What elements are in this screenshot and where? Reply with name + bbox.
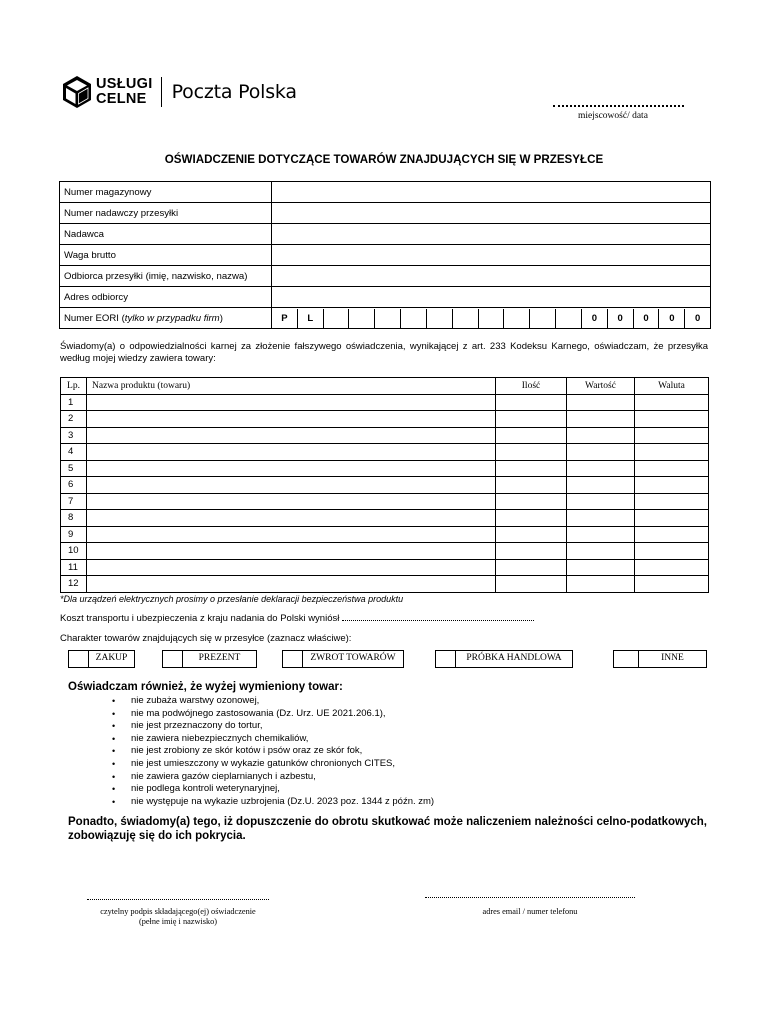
footnote: *Dla urządzeń elektrycznych prosimy o przesłanie deklaracji bezpieczeństwa produktu [60, 594, 404, 604]
category-checkbox[interactable] [69, 651, 89, 667]
category-checkbox[interactable] [436, 651, 456, 667]
product-name-cell[interactable] [87, 526, 496, 543]
currency-cell[interactable] [635, 460, 709, 477]
value-cell[interactable] [567, 460, 635, 477]
list-item: • nie zawiera gazów cieplarnianych i azbestu, [112, 771, 434, 784]
currency-cell[interactable] [635, 493, 709, 510]
header-qty: Ilość [496, 378, 567, 395]
product-name-cell[interactable] [87, 427, 496, 444]
currency-cell[interactable] [635, 543, 709, 560]
product-name-cell[interactable] [87, 411, 496, 428]
value-cell[interactable] [567, 526, 635, 543]
currency-cell[interactable] [635, 411, 709, 428]
currency-cell[interactable] [635, 477, 709, 494]
quantity-cell[interactable] [496, 576, 567, 593]
final-statement: Ponadto, świadomy(a) tego, iż dopuszczenie do obrotu skutkować może naliczeniem należności celno-podatkowych, zobowiązuję się do ich pokrycia. [68, 816, 707, 842]
products-header-row [61, 378, 709, 395]
row-number: 5 [61, 460, 87, 477]
eori-digit-cell[interactable] [452, 309, 478, 328]
value-cell[interactable] [567, 543, 635, 560]
eori-digit-cell[interactable]: P [281, 312, 288, 324]
row-number: 12 [61, 576, 87, 593]
character-label: Charakter towarów znajdujących się w przesyłce (zaznacz właściwe): [60, 633, 352, 644]
row-number: 8 [61, 510, 87, 527]
eori-row [60, 308, 711, 329]
info-label: Odbiorca przesyłki (imię, nazwisko, nazwa) [60, 266, 272, 287]
table-row [61, 526, 709, 543]
list-item: • nie zubaża warstwy ozonowej, [112, 695, 434, 708]
eori-digit-cell[interactable] [555, 309, 581, 328]
currency-cell[interactable] [635, 444, 709, 461]
list-item: • nie jest umieszczony w wykazie gatunków chronionych CITES, [112, 758, 434, 771]
table-row [61, 427, 709, 444]
eori-digit-cell[interactable]: L [297, 309, 323, 328]
cube-logo-icon [62, 75, 92, 109]
brand-mark [96, 77, 153, 107]
eori-digit-cell[interactable]: 0 [633, 309, 659, 328]
product-name-cell[interactable] [87, 394, 496, 411]
value-cell[interactable] [567, 477, 635, 494]
header-lp: Lp. [61, 378, 87, 395]
value-cell[interactable] [567, 427, 635, 444]
contact-field-line[interactable] [425, 894, 635, 898]
list-item: • nie podlega kontroli weterynaryjnej, [112, 783, 434, 796]
eori-digit-cell[interactable] [529, 309, 555, 328]
transport-cost-line [60, 613, 534, 624]
brand-name: Poczta Polska [171, 81, 297, 103]
info-value-field[interactable] [272, 266, 711, 287]
declaration-text: Świadomy(a) o odpowiedzialności karnej za złożenie fałszywego oświadczenia, wynikającej z art. 233 Kodeksu Karnego, oświadczam, że przesyłka według mojej wiedzy zawiera towary: [60, 341, 708, 364]
table-row [61, 394, 709, 411]
eori-digit-cell[interactable]: 0 [684, 309, 710, 328]
info-row [60, 224, 711, 245]
transport-cost-field[interactable] [342, 615, 534, 621]
date-field-line[interactable] [553, 101, 684, 107]
info-row [60, 203, 711, 224]
quantity-cell[interactable] [496, 543, 567, 560]
category-probka-handlowa[interactable]: PRÓBKA HANDLOWA [435, 650, 573, 668]
poczta-polska-logo [62, 74, 297, 110]
info-row [60, 266, 711, 287]
quantity-cell[interactable] [496, 510, 567, 527]
list-item: • nie jest zrobiony ze skór kotów i psów oraz ze skór fok, [112, 745, 434, 758]
currency-cell[interactable] [635, 576, 709, 593]
category-checkbox[interactable] [163, 651, 183, 667]
quantity-cell[interactable] [496, 493, 567, 510]
product-name-cell[interactable] [87, 477, 496, 494]
quantity-cell[interactable] [496, 526, 567, 543]
quantity-cell[interactable] [496, 411, 567, 428]
product-name-cell[interactable] [87, 543, 496, 560]
product-name-cell[interactable] [87, 444, 496, 461]
transport-label: Koszt transportu i ubezpieczenia z kraju nadania do Polski wyniósł [60, 613, 340, 624]
category-checkbox[interactable] [614, 651, 639, 667]
table-row [61, 460, 709, 477]
signature-label: czytelny podpis składającego(ej) oświadczenie (pełne imię i nazwisko) [100, 907, 256, 926]
table-row [61, 559, 709, 576]
quantity-cell[interactable] [496, 394, 567, 411]
info-label: Numer nadawczy przesyłki [60, 203, 272, 224]
info-label: Numer magazynowy [60, 182, 272, 203]
eori-digit-cell[interactable] [503, 309, 529, 328]
eori-digit-cell[interactable] [348, 309, 374, 328]
info-value-field[interactable] [272, 182, 711, 203]
signature-field-line[interactable] [87, 896, 269, 900]
eori-digit-cell[interactable] [323, 309, 349, 328]
table-row [61, 477, 709, 494]
table-row [61, 444, 709, 461]
table-row [61, 510, 709, 527]
table-row [61, 411, 709, 428]
list-item: • nie występuje na wykazie uzbrojenia (Dz.U. 2023 poz. 1344 z późn. zm) [112, 796, 434, 809]
value-cell[interactable] [567, 394, 635, 411]
header-currency: Waluta [635, 378, 709, 395]
value-cell[interactable] [567, 493, 635, 510]
eori-digit-cell[interactable]: 0 [658, 309, 684, 328]
date-label: miejscowość/ data [578, 111, 648, 121]
category-checkbox[interactable] [283, 651, 303, 667]
table-row [61, 493, 709, 510]
table-row [61, 576, 709, 593]
eori-digit-cell[interactable] [400, 309, 426, 328]
row-number: 4 [61, 444, 87, 461]
info-value-field[interactable] [272, 224, 711, 245]
info-label: Waga brutto [60, 245, 272, 266]
list-item: • nie ma podwójnego zastosowania (Dz. Urz. UE 2021.206.1), [112, 708, 434, 721]
also-list [112, 695, 434, 808]
row-number: 2 [61, 411, 87, 428]
currency-cell[interactable] [635, 394, 709, 411]
document-title: OŚWIADCZENIE DOTYCZĄCE TOWARÓW ZNAJDUJĄCYCH SIĘ W PRZESYŁCE [164, 153, 604, 166]
row-number: 9 [61, 526, 87, 543]
row-number: 10 [61, 543, 87, 560]
row-number: 3 [61, 427, 87, 444]
eori-cells [272, 308, 711, 329]
product-name-cell[interactable] [87, 493, 496, 510]
product-name-cell[interactable] [87, 510, 496, 527]
category-inne[interactable]: INNE [613, 650, 707, 668]
quantity-cell[interactable] [496, 559, 567, 576]
brand-line-1: USŁUGI [96, 76, 153, 92]
eori-digit-cell[interactable] [374, 309, 400, 328]
quantity-cell[interactable] [496, 444, 567, 461]
value-cell[interactable] [567, 411, 635, 428]
value-cell[interactable] [567, 444, 635, 461]
brand-line-2: CELNE [96, 91, 147, 107]
logo-divider [161, 77, 162, 107]
info-value-field[interactable] [272, 287, 711, 308]
info-value-field[interactable] [272, 203, 711, 224]
currency-cell[interactable] [635, 526, 709, 543]
row-number: 11 [61, 559, 87, 576]
list-item: • nie jest przeznaczony do tortur, [112, 720, 434, 733]
info-row [60, 287, 711, 308]
currency-cell[interactable] [635, 427, 709, 444]
product-name-cell[interactable] [87, 576, 496, 593]
product-name-cell[interactable] [87, 559, 496, 576]
header-name: Nazwa produktu (towaru) [87, 378, 496, 395]
row-number: 1 [61, 394, 87, 411]
quantity-cell[interactable] [496, 460, 567, 477]
value-cell[interactable] [567, 559, 635, 576]
eori-digit-cell[interactable]: 0 [581, 309, 607, 328]
quantity-cell[interactable] [496, 477, 567, 494]
category-zakup[interactable]: ZAKUP [68, 650, 135, 668]
info-row [60, 245, 711, 266]
list-item: • nie zawiera niebezpiecznych chemikaliów, [112, 733, 434, 746]
eori-label: Numer EORI (tylko w przypadku firm) [60, 308, 272, 329]
products-table [60, 377, 709, 593]
category-prezent[interactable]: PREZENT [162, 650, 257, 668]
product-name-cell[interactable] [87, 460, 496, 477]
info-row [60, 182, 711, 203]
table-row [61, 543, 709, 560]
also-title: Oświadczam również, że wyżej wymieniony towar: [68, 681, 343, 693]
contact-label: adres email / numer telefonu [482, 907, 578, 916]
eori-digit-cell[interactable]: 0 [607, 309, 633, 328]
currency-cell[interactable] [635, 510, 709, 527]
info-label: Nadawca [60, 224, 272, 245]
header-value: Wartość [567, 378, 635, 395]
value-cell[interactable] [567, 576, 635, 593]
row-number: 6 [61, 477, 87, 494]
quantity-cell[interactable] [496, 427, 567, 444]
value-cell[interactable] [567, 510, 635, 527]
row-number: 7 [61, 493, 87, 510]
category-zwrot-towarow[interactable]: ZWROT TOWARÓW [282, 650, 404, 668]
currency-cell[interactable] [635, 559, 709, 576]
eori-digit-cell[interactable] [478, 309, 504, 328]
info-value-field[interactable] [272, 245, 711, 266]
eori-digit-cell[interactable] [426, 309, 452, 328]
info-label: Adres odbiorcy [60, 287, 272, 308]
info-table [59, 181, 711, 329]
